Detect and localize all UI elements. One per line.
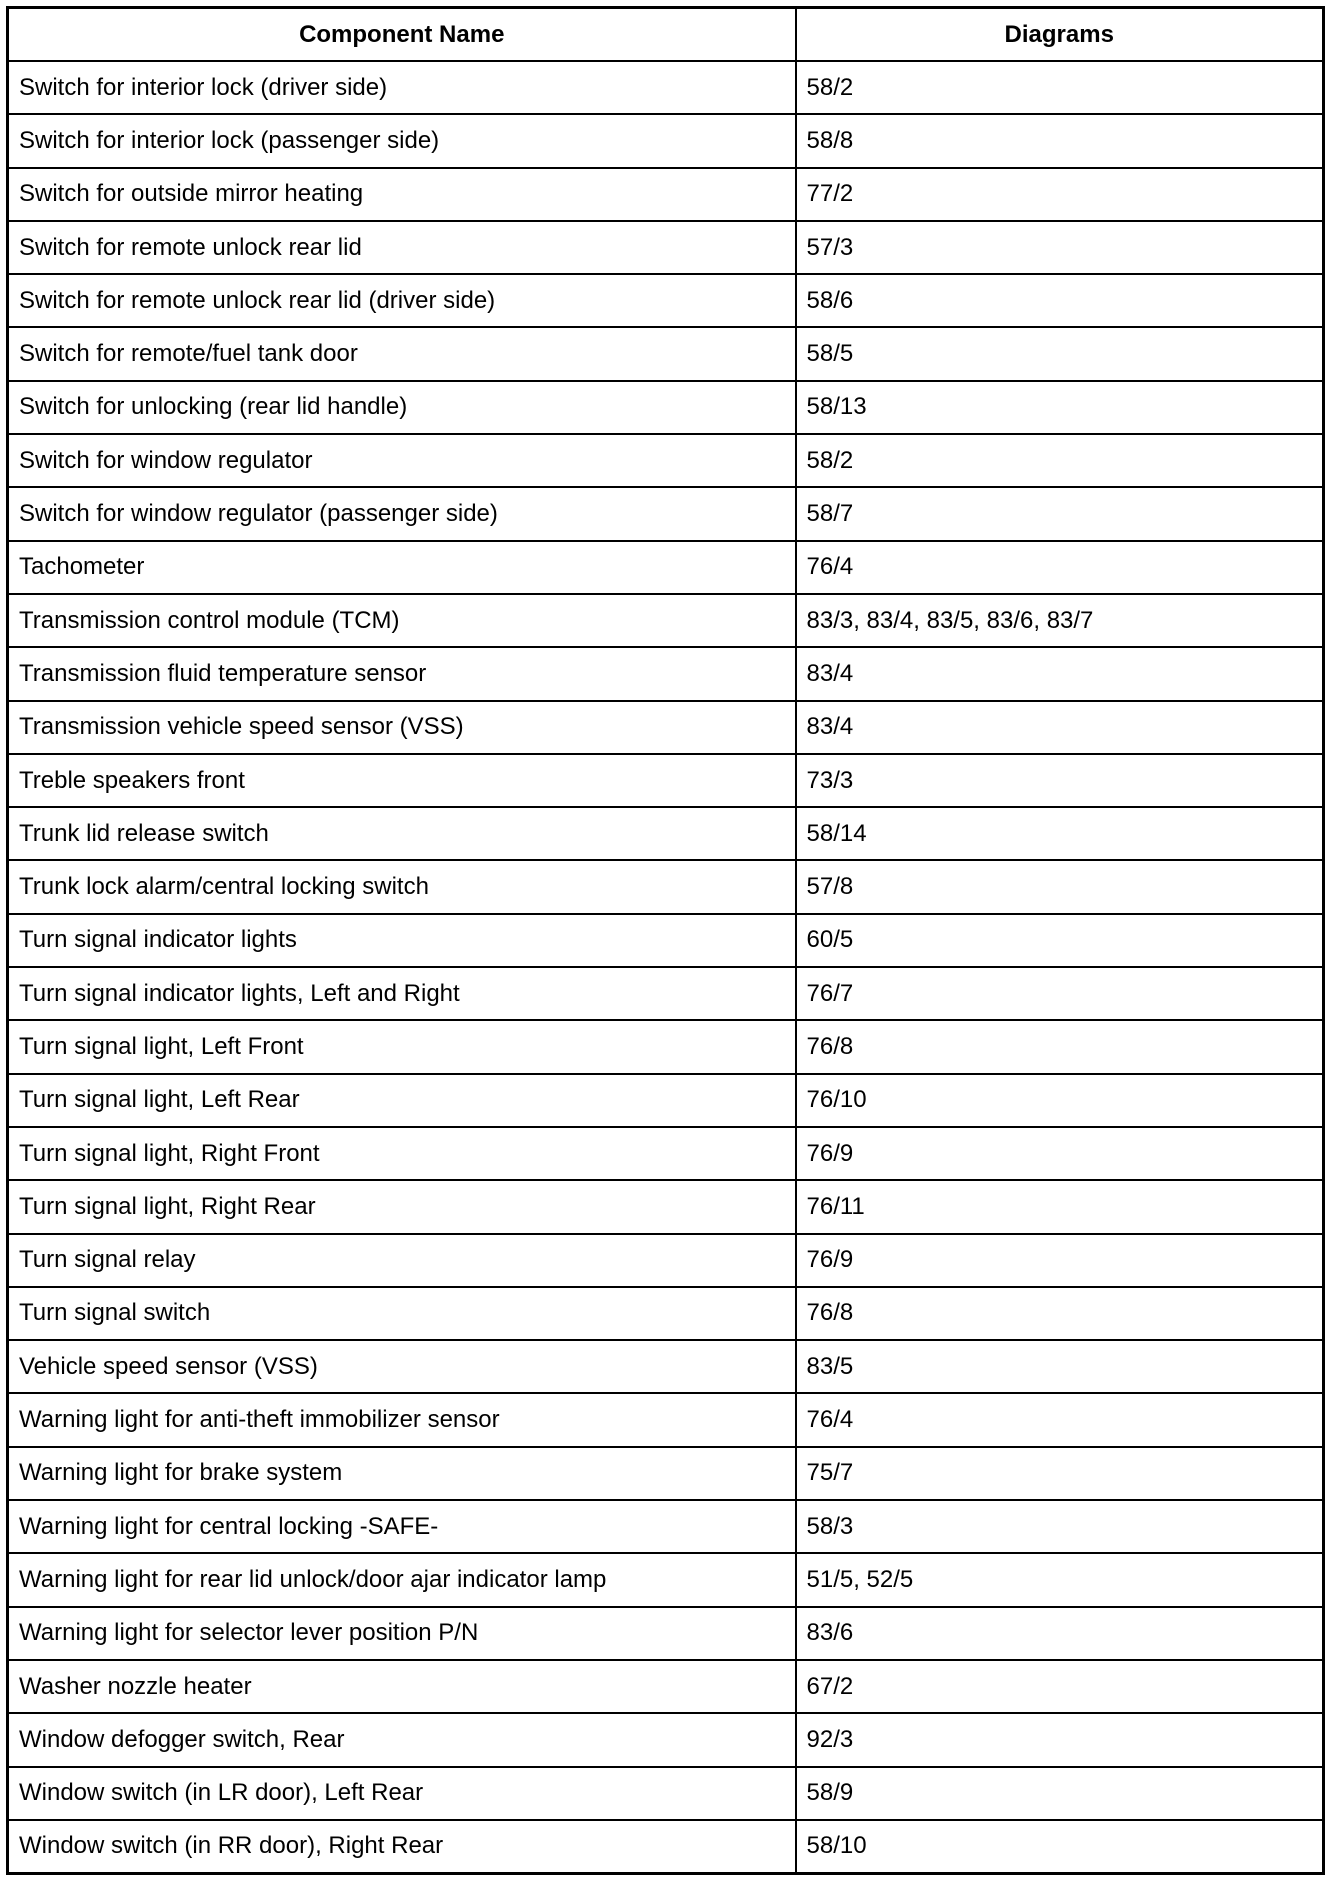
table-row bbox=[8, 594, 1324, 647]
diagrams-cell: 58/3 bbox=[796, 1500, 1324, 1553]
diagrams-cell: 58/13 bbox=[796, 381, 1324, 434]
component-name-cell: Switch for remote unlock rear lid bbox=[8, 221, 796, 274]
component-name-cell: Turn signal light, Left Front bbox=[8, 1020, 796, 1073]
component-name-cell: Turn signal indicator lights bbox=[8, 914, 796, 967]
table-row bbox=[8, 754, 1324, 807]
table-row bbox=[8, 647, 1324, 700]
component-name-cell: Warning light for central locking -SAFE- bbox=[8, 1500, 796, 1553]
component-name-cell: Warning light for rear lid unlock/door ajar indicator lamp bbox=[8, 1553, 796, 1606]
table-row bbox=[8, 381, 1324, 434]
component-name-cell: Window defogger switch, Rear bbox=[8, 1713, 796, 1766]
component-name-cell: Warning light for brake system bbox=[8, 1447, 796, 1500]
diagrams-cell: 76/8 bbox=[796, 1020, 1324, 1073]
component-name-cell: Switch for outside mirror heating bbox=[8, 168, 796, 221]
diagrams-cell: 58/2 bbox=[796, 61, 1324, 114]
component-name-cell: Trunk lock alarm/central locking switch bbox=[8, 860, 796, 913]
diagrams-cell: 58/5 bbox=[796, 327, 1324, 380]
table-row bbox=[8, 1713, 1324, 1766]
diagrams-cell: 76/9 bbox=[796, 1127, 1324, 1180]
component-name-cell: Turn signal switch bbox=[8, 1287, 796, 1340]
diagrams-cell: 58/9 bbox=[796, 1767, 1324, 1820]
diagrams-cell: 73/3 bbox=[796, 754, 1324, 807]
table-row bbox=[8, 1020, 1324, 1073]
table-row bbox=[8, 1500, 1324, 1553]
table-row bbox=[8, 1234, 1324, 1287]
diagrams-cell: 51/5, 52/5 bbox=[796, 1553, 1324, 1606]
component-name-cell: Vehicle speed sensor (VSS) bbox=[8, 1340, 796, 1393]
table-row bbox=[8, 61, 1324, 114]
component-name-cell: Turn signal light, Right Front bbox=[8, 1127, 796, 1180]
component-table bbox=[6, 6, 1325, 1875]
table-row bbox=[8, 1820, 1324, 1874]
component-name-cell: Trunk lid release switch bbox=[8, 807, 796, 860]
component-name-cell: Window switch (in LR door), Left Rear bbox=[8, 1767, 796, 1820]
component-name-cell: Washer nozzle heater bbox=[8, 1660, 796, 1713]
table-row bbox=[8, 1393, 1324, 1446]
table-body bbox=[8, 61, 1324, 1874]
table-row bbox=[8, 1553, 1324, 1606]
diagrams-cell: 76/4 bbox=[796, 1393, 1324, 1446]
column-header-component-name: Component Name bbox=[8, 8, 796, 62]
diagrams-cell: 58/6 bbox=[796, 274, 1324, 327]
component-name-cell: Turn signal light, Right Rear bbox=[8, 1180, 796, 1233]
table-row bbox=[8, 114, 1324, 167]
diagrams-cell: 77/2 bbox=[796, 168, 1324, 221]
diagrams-cell: 83/4 bbox=[796, 647, 1324, 700]
table-row bbox=[8, 168, 1324, 221]
table-row bbox=[8, 434, 1324, 487]
table-row bbox=[8, 487, 1324, 540]
diagrams-cell: 58/7 bbox=[796, 487, 1324, 540]
component-name-cell: Switch for window regulator bbox=[8, 434, 796, 487]
component-name-cell: Transmission fluid temperature sensor bbox=[8, 647, 796, 700]
diagrams-cell: 76/11 bbox=[796, 1180, 1324, 1233]
table-row bbox=[8, 274, 1324, 327]
component-name-cell: Turn signal relay bbox=[8, 1234, 796, 1287]
component-name-cell: Switch for window regulator (passenger side) bbox=[8, 487, 796, 540]
table-row bbox=[8, 1074, 1324, 1127]
table-row bbox=[8, 541, 1324, 594]
component-name-cell: Window switch (in RR door), Right Rear bbox=[8, 1820, 796, 1874]
diagrams-cell: 76/7 bbox=[796, 967, 1324, 1020]
diagrams-cell: 75/7 bbox=[796, 1447, 1324, 1500]
diagrams-cell: 58/10 bbox=[796, 1820, 1324, 1874]
component-name-cell: Switch for remote unlock rear lid (driver side) bbox=[8, 274, 796, 327]
diagrams-cell: 83/3, 83/4, 83/5, 83/6, 83/7 bbox=[796, 594, 1324, 647]
diagrams-cell: 58/2 bbox=[796, 434, 1324, 487]
table-row bbox=[8, 1660, 1324, 1713]
table-row bbox=[8, 914, 1324, 967]
table-row bbox=[8, 1287, 1324, 1340]
diagrams-cell: 92/3 bbox=[796, 1713, 1324, 1766]
component-name-cell: Tachometer bbox=[8, 541, 796, 594]
table-row bbox=[8, 1127, 1324, 1180]
table-row bbox=[8, 1340, 1324, 1393]
diagrams-cell: 83/6 bbox=[796, 1607, 1324, 1660]
table-header bbox=[8, 8, 1324, 62]
diagrams-cell: 57/8 bbox=[796, 860, 1324, 913]
column-header-diagrams: Diagrams bbox=[796, 8, 1324, 62]
component-name-cell: Treble speakers front bbox=[8, 754, 796, 807]
diagrams-cell: 76/9 bbox=[796, 1234, 1324, 1287]
diagrams-cell: 58/8 bbox=[796, 114, 1324, 167]
diagrams-cell: 57/3 bbox=[796, 221, 1324, 274]
diagrams-cell: 76/10 bbox=[796, 1074, 1324, 1127]
table-row bbox=[8, 967, 1324, 1020]
table-row bbox=[8, 807, 1324, 860]
table-row bbox=[8, 327, 1324, 380]
diagrams-cell: 76/8 bbox=[796, 1287, 1324, 1340]
component-name-cell: Switch for remote/fuel tank door bbox=[8, 327, 796, 380]
component-name-cell: Switch for interior lock (passenger side) bbox=[8, 114, 796, 167]
diagrams-cell: 60/5 bbox=[796, 914, 1324, 967]
component-name-cell: Turn signal indicator lights, Left and Right bbox=[8, 967, 796, 1020]
component-name-cell: Switch for interior lock (driver side) bbox=[8, 61, 796, 114]
table-row bbox=[8, 1180, 1324, 1233]
diagrams-cell: 76/4 bbox=[796, 541, 1324, 594]
component-name-cell: Turn signal light, Left Rear bbox=[8, 1074, 796, 1127]
component-name-cell: Switch for unlocking (rear lid handle) bbox=[8, 381, 796, 434]
component-name-cell: Transmission control module (TCM) bbox=[8, 594, 796, 647]
component-name-cell: Warning light for anti-theft immobilizer sensor bbox=[8, 1393, 796, 1446]
table-row bbox=[8, 1447, 1324, 1500]
diagrams-cell: 58/14 bbox=[796, 807, 1324, 860]
diagrams-cell: 83/5 bbox=[796, 1340, 1324, 1393]
table-row bbox=[8, 1767, 1324, 1820]
component-name-cell: Transmission vehicle speed sensor (VSS) bbox=[8, 701, 796, 754]
diagrams-cell: 83/4 bbox=[796, 701, 1324, 754]
header-row bbox=[8, 8, 1324, 62]
table-row bbox=[8, 221, 1324, 274]
component-name-cell: Warning light for selector lever position P/N bbox=[8, 1607, 796, 1660]
diagrams-cell: 67/2 bbox=[796, 1660, 1324, 1713]
table-row bbox=[8, 860, 1324, 913]
table-row bbox=[8, 1607, 1324, 1660]
table-row bbox=[8, 701, 1324, 754]
